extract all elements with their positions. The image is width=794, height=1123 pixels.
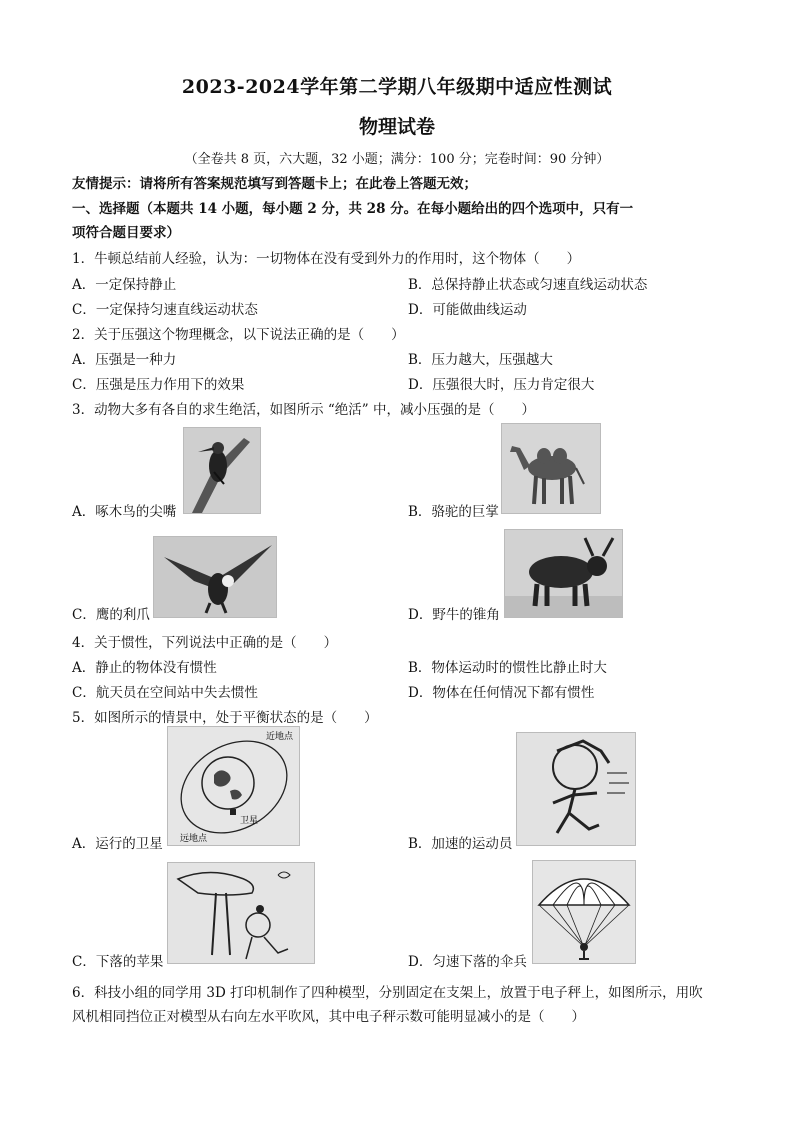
- q3-stem: 3．动物大多有各自的求生绝活，如图所示 “绝活” 中，减小压强的是（ ）: [72, 402, 535, 418]
- q1-option-b: B．总保持静止状态或匀速直线运动状态: [408, 277, 648, 293]
- q1-option-c: C．一定保持匀速直线运动状态: [72, 302, 258, 318]
- falling-apple-image: [167, 862, 315, 964]
- section-heading: 一、选择题（本题共 14 小题，每小题 2 分，共 28 分。在每小题给出的四个选项中，只有一: [72, 201, 634, 217]
- q5-option-a: A．运行的卫星: [72, 836, 163, 852]
- q2-option-b: B．压力越大，压强越大: [408, 352, 553, 368]
- q1-option-d: D．可能做曲线运动: [408, 302, 527, 318]
- perigee-label: 近地点: [266, 732, 294, 742]
- q1-stem: 1．牛顿总结前人经验，认为：一切物体在没有受到外力的作用时，这个物体（ ）: [72, 251, 581, 267]
- q2-option-a: A．压强是一种力: [72, 352, 177, 368]
- parachutist-image: [532, 860, 636, 964]
- q6-stem-cont: 风机相同挡位正对模型从右向左水平吹风，其中电子秤示数可能明显减小的是（ ）: [72, 1009, 585, 1025]
- q1-option-a: A．一定保持静止: [72, 277, 177, 293]
- q3-option-a: A．啄木鸟的尖嘴: [72, 504, 177, 520]
- q6-stem: 6．科技小组的同学用 3D 打印机制作了四种模型，分别固定在支架上，放置于电子秤上，如图所示，用吹: [72, 985, 703, 1001]
- woodpecker-image: [183, 427, 261, 514]
- q5-option-c: C．下落的苹果: [72, 954, 164, 970]
- eagle-image: [153, 536, 277, 618]
- q4-option-a: A．静止的物体没有惯性: [72, 660, 217, 676]
- q5-option-d: D．匀速下落的伞兵: [408, 954, 527, 970]
- friendly-tip: 友情提示：请将所有答案规范填写到答题卡上；在此卷上答题无效；: [72, 176, 477, 192]
- satellite-orbit-image: [167, 726, 300, 846]
- q2-stem: 2．关于压强这个物理概念，以下说法正确的是（ ）: [72, 327, 405, 343]
- exam-title: 2023-2024学年第二学期八年级期中适应性测试: [181, 76, 613, 98]
- bison-image: [504, 529, 623, 618]
- q5-stem: 5．如图所示的情景中，处于平衡状态的是（ ）: [72, 710, 378, 726]
- q4-option-c: C．航天员在空间站中失去惯性: [72, 685, 258, 701]
- q2-option-c: C．压强是压力作用下的效果: [72, 377, 245, 393]
- exam-info: （全卷共 8 页，六大题，32 小题；满分：100 分；完卷时间：90 分钟）: [184, 152, 610, 167]
- exam-subtitle: 物理试卷: [358, 116, 435, 138]
- q5-option-b: B．加速的运动员: [408, 836, 513, 852]
- q4-stem: 4．关于惯性，下列说法中正确的是（ ）: [72, 635, 338, 651]
- runner-image: [516, 732, 636, 846]
- q3-option-c: C．鹰的利爪: [72, 607, 150, 623]
- q4-option-d: D．物体在任何情况下都有惯性: [408, 685, 595, 701]
- q3-option-b: B．骆驼的巨掌: [408, 504, 499, 520]
- camel-image: [501, 423, 601, 514]
- satellite-label: 卫星: [240, 816, 259, 826]
- q3-option-d: D．野牛的锥角: [408, 607, 500, 623]
- q4-option-b: B．物体运动时的惯性比静止时大: [408, 660, 607, 676]
- apogee-label: 远地点: [180, 834, 208, 844]
- section-heading-cont: 项符合题目要求）: [72, 225, 180, 241]
- q2-option-d: D．压强很大时，压力肯定很大: [408, 377, 595, 393]
